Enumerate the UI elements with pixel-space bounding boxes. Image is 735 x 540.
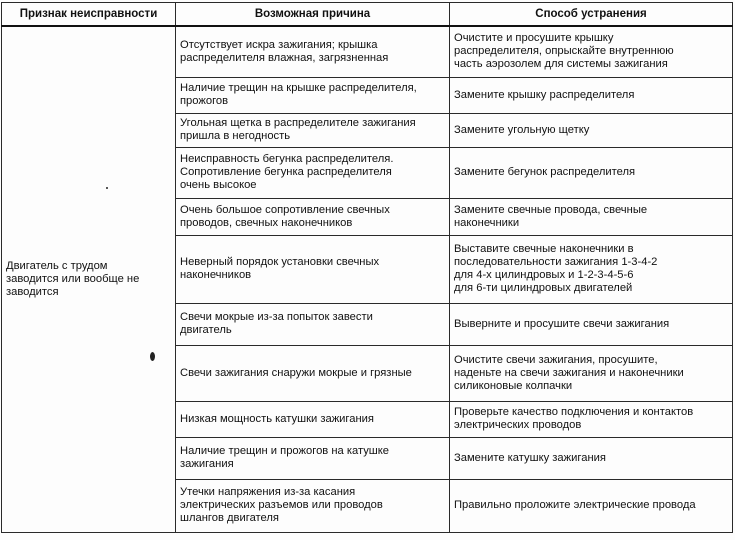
header-remedy: Способ устранения — [450, 3, 733, 27]
symptom-text: Двигатель с трудом заводится или вообще не заводится — [6, 259, 140, 298]
cause-cell: Отсутствует искра зажигания; крышка распределителя влажная, загрязненная — [176, 26, 450, 77]
remedy-cell: Очистите и просушите крышку распределителя, опрыскайте внутреннюю часть аэрозолем для системы зажигания — [450, 26, 733, 77]
cause-cell: Неверный порядок установки свечных наконечников — [176, 235, 450, 303]
remedy-cell: Замените крышку распределителя — [450, 77, 733, 113]
remedy-cell: Проверьте качество подключения и контактов электрических проводов — [450, 401, 733, 437]
remedy-cell: Замените свечные провода, свечные наконечники — [450, 198, 733, 235]
scan-speck — [106, 187, 108, 189]
cause-cell: Угольная щетка в распределителе зажигания пришла в негодность — [176, 113, 450, 147]
cause-cell: Утечки напряжения из-за касания электрических разъемов или проводов шлангов двигателя — [176, 479, 450, 532]
remedy-cell: Выверните и просушите свечи зажигания — [450, 303, 733, 345]
cause-cell: Наличие трещин и прожогов на катушке зажигания — [176, 437, 450, 479]
remedy-cell: Выставите свечные наконечники в последовательности зажигания 1-3-4-2 для 4-х цилиндровых и 1-2-3-4-5-6 для 6-ти цилиндровых двигателей — [450, 235, 733, 303]
symptom-cell — [2, 26, 176, 532]
cause-cell: Очень большое сопротивление свечных проводов, свечных наконечников — [176, 198, 450, 235]
remedy-cell: Замените угольную щетку — [450, 113, 733, 147]
troubleshooting-table — [1, 2, 733, 533]
remedy-cell: Замените катушку зажигания — [450, 437, 733, 479]
cause-cell: Свечи мокрые из-за попыток завести двигатель — [176, 303, 450, 345]
table-row — [2, 26, 733, 77]
cause-cell: Неисправность бегунка распределителя. Сопротивление бегунка распределителя очень высокое — [176, 147, 450, 198]
cause-cell: Низкая мощность катушки зажигания — [176, 401, 450, 437]
remedy-cell: Замените бегунок распределителя — [450, 147, 733, 198]
cause-cell: Свечи зажигания снаружи мокрые и грязные — [176, 345, 450, 401]
scan-speck — [150, 352, 155, 361]
table-header-row — [2, 3, 733, 27]
remedy-cell: Очистите свечи зажигания, просушите, наденьте на свечи зажигания и наконечники силиконовые колпачки — [450, 345, 733, 401]
header-symptom: Признак неисправности — [2, 3, 176, 27]
remedy-cell: Правильно проложите электрические провода — [450, 479, 733, 532]
header-cause: Возможная причина — [176, 3, 450, 27]
cause-cell: Наличие трещин на крышке распределителя, прожогов — [176, 77, 450, 113]
